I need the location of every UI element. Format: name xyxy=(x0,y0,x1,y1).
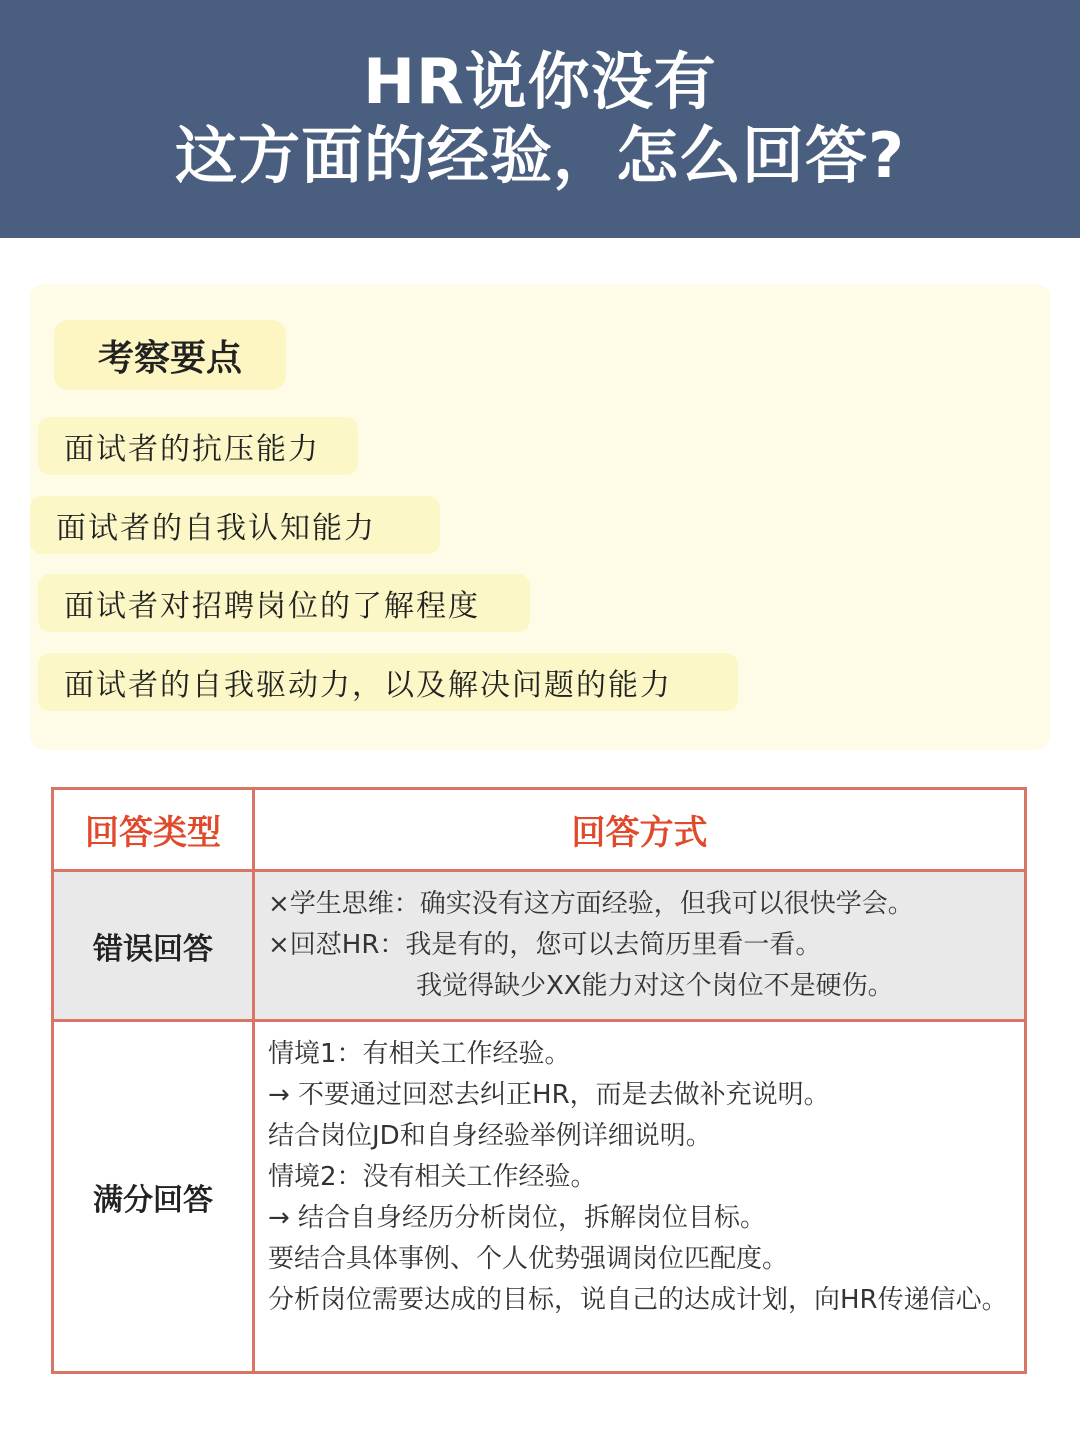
row-type-full: 满分回答 xyxy=(93,1182,213,1218)
focus-title: 考察要点 xyxy=(54,320,286,390)
row-type-wrong: 错误回答 xyxy=(93,931,213,967)
answer-line: → 结合自身经历分析岗位，拆解岗位目标。 xyxy=(268,1203,767,1233)
focus-point: 面试者的抗压能力 xyxy=(38,417,358,475)
answer-line: → 不要通过回怼去纠正HR，而是去做补充说明。 xyxy=(268,1080,830,1110)
focus-point: 面试者的自我驱动力，以及解决问题的能力 xyxy=(38,653,738,711)
row-method-wrong xyxy=(268,884,1013,1007)
focus-point: 面试者的自我认知能力 xyxy=(30,496,440,554)
answer-line: 分析岗位需要达成的目标，说自己的达成计划，向HR传递信心。 xyxy=(268,1285,1008,1315)
answer-line: 情境2：没有相关工作经验。 xyxy=(268,1162,597,1192)
answer-line: ×回怼HR：我是有的，您可以去简历里看一看。 xyxy=(268,930,822,960)
table-column-divider xyxy=(252,790,255,1371)
table-header-method: 回答方式 xyxy=(571,813,708,853)
answer-line: 结合岗位JD和自身经验举例详细说明。 xyxy=(268,1121,712,1151)
answer-line: 情境1：有相关工作经验。 xyxy=(268,1039,571,1069)
header-banner xyxy=(0,0,1080,238)
answer-line: 我觉得缺少XX能力对这个岗位不是硬伤。 xyxy=(416,971,894,1001)
answer-line: 要结合具体事例、个人优势强调岗位匹配度。 xyxy=(268,1244,789,1274)
page-title-line-1: HR说你没有 xyxy=(363,45,717,118)
focus-point: 面试者对招聘岗位的了解程度 xyxy=(38,574,530,632)
page-title-line-2: 这方面的经验，怎么回答? xyxy=(175,119,905,192)
row-method-full xyxy=(268,1034,1013,1321)
answer-line: ×学生思维：确实没有这方面经验，但我可以很快学会。 xyxy=(268,889,914,919)
answer-table xyxy=(51,787,1027,1374)
table-header-type: 回答类型 xyxy=(85,813,221,853)
